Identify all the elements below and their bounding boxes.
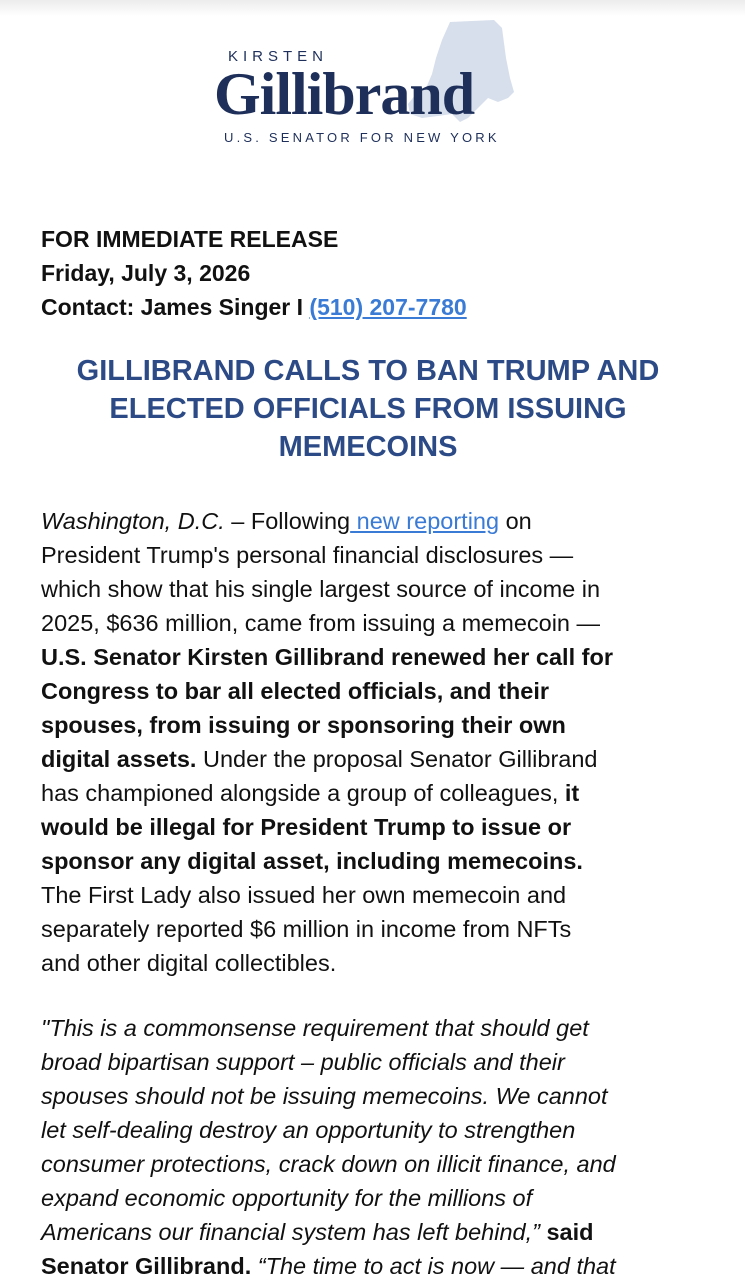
text-line: and other digital collectibles. <box>41 950 337 976</box>
headline <box>41 352 695 466</box>
new-reporting-link[interactable]: new reporting <box>350 508 500 534</box>
quote-line: consumer protections, crack down on illicit finance, and <box>41 1151 616 1177</box>
dateline: Washington, D.C. <box>41 508 225 534</box>
logo-first-name: KIRSTEN <box>228 48 329 65</box>
body-paragraph-1 <box>41 504 721 980</box>
headline-line-3: MEMECOINS <box>278 431 458 463</box>
text-segment: – Following <box>224 508 351 534</box>
release-label: FOR IMMEDIATE RELEASE <box>41 226 339 252</box>
text-line: separately reported $6 million in income from NFTs <box>41 916 572 942</box>
quote-paragraph <box>41 1011 721 1283</box>
quote-line: spouses should not be issuing memecoins. We cannot <box>41 1083 608 1109</box>
quote-line: "This is a commonsense requirement that should get <box>41 1015 589 1041</box>
release-date: Friday, July 3, 2026 <box>41 260 251 286</box>
quote-line: let self-dealing destroy an opportunity to strengthen <box>41 1117 576 1143</box>
bold-text-line: Congress to bar all elected officials, and their <box>41 678 549 704</box>
text-line: The First Lady also issued her own memecoin and <box>41 882 567 908</box>
release-header <box>41 222 467 324</box>
phone-link[interactable]: (510) 207-7780 <box>309 294 467 320</box>
bold-text-line: U.S. Senator Kirsten Gillibrand renewed her call for <box>41 644 613 670</box>
text-line: 2025, $636 million, came from issuing a memecoin — <box>41 610 601 636</box>
quote-segment: “The time to act is now — and that <box>251 1253 616 1279</box>
text-line: which show that his single largest source of income in <box>41 576 601 602</box>
bold-text-line: would be illegal for President Trump to issue or <box>41 814 572 840</box>
text-line: President Trump's personal financial disclosures — <box>41 542 574 568</box>
senator-logo <box>212 18 542 158</box>
contact-prefix: Contact: James Singer I <box>41 294 310 320</box>
bold-text-line: sponsor any digital asset, including memecoins. <box>41 848 583 874</box>
attribution-segment: Senator Gillibrand. <box>41 1253 252 1279</box>
quote-line: expand economic opportunity for the millions of <box>41 1185 533 1211</box>
text-segment: on <box>499 508 532 534</box>
logo-subtitle: U.S. SENATOR FOR NEW YORK <box>224 130 500 145</box>
bold-text-segment: digital assets. <box>41 746 197 772</box>
logo-last-name: Gillibrand <box>214 61 475 127</box>
top-edge-shadow <box>0 0 745 16</box>
bold-text-segment: it <box>564 780 580 806</box>
quote-segment: Americans our financial system has left behind,” <box>41 1219 540 1245</box>
quote-line: broad bipartisan support – public officials and their <box>41 1049 565 1075</box>
headline-line-2: ELECTED OFFICIALS FROM ISSUING <box>109 393 627 425</box>
headline-line-1: GILLIBRAND CALLS TO BAN TRUMP AND <box>76 355 660 387</box>
bold-text-line: spouses, from issuing or sponsoring their own <box>41 712 566 738</box>
contact-line <box>41 290 467 324</box>
text-segment: has championed alongside a group of colleagues, <box>41 780 565 806</box>
attribution-segment: said <box>539 1219 594 1245</box>
text-segment: Under the proposal Senator Gillibrand <box>196 746 598 772</box>
